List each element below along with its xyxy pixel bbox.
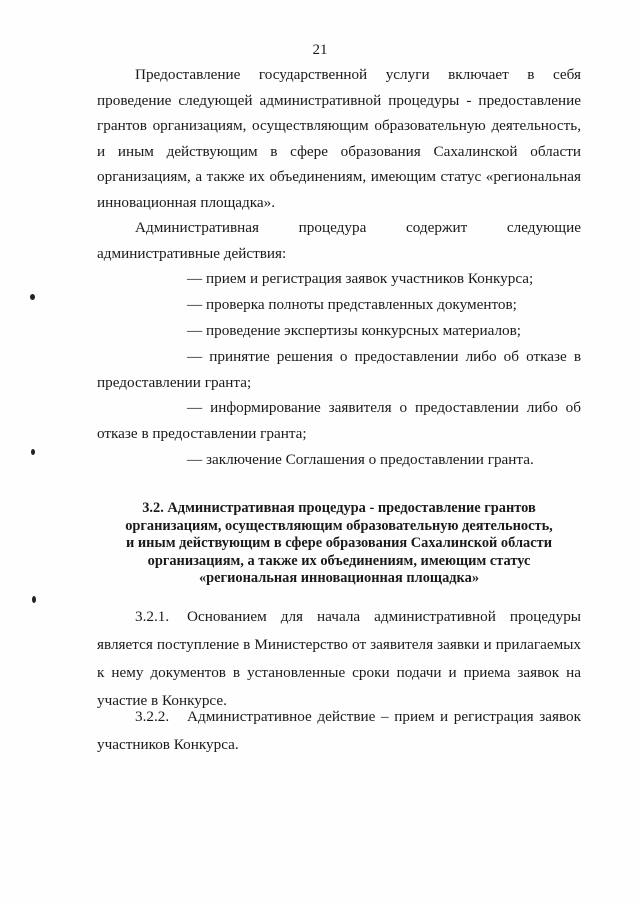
section-heading-line: организациям, а также их объединениям, имеющим статус — [147, 552, 531, 569]
action-item-decision-line2: предоставлении гранта; — [97, 373, 252, 391]
section-heading-line: «региональная инновационная площадка» — [198, 570, 480, 586]
section-heading-line: и иным действующим в сфере образования Сахалинской области — [126, 535, 552, 551]
punch-hole-mark — [30, 294, 35, 300]
clause-number: 3.2.2. — [135, 708, 170, 725]
action-item-agreement: — заключение Соглашения о предоставлении гранта. — [187, 451, 534, 468]
action-item-inform-line1: — информирование заявителя о предоставлении либо об — [187, 399, 581, 416]
intro-text: Предоставление государственной услуги включает в себя проведение следующей административной процедуры - предоставление грантов организациям, осуществляющим образовательную деятельность, и иным действующим в сфере образования Сахалинской области организациям, а также их объединениям, имеющим статус «региональная инновационная площадка». — [97, 66, 581, 211]
clause-text: Административное действие – прием и регистрация заявок участников Конкурса. — [97, 708, 581, 753]
section-heading — [97, 500, 581, 588]
action-item-decision-line1: — принятие решения о предоставлении либо об отказе в — [187, 348, 581, 365]
action-item-receive: — прием и регистрация заявок участников Конкурса; — [187, 270, 534, 287]
clause-number: 3.2.1. — [135, 608, 170, 625]
punch-hole-mark — [32, 596, 36, 603]
actions-intro-paragraph — [97, 215, 581, 266]
section-heading-line: 3.2. Административная процедура - предоставление грантов — [142, 500, 536, 516]
action-item-inform-line2: отказе в предоставлении гранта; — [97, 424, 307, 442]
page-number: 21 — [312, 42, 328, 58]
actions-intro-text: Административная процедура содержит следующие административные действия: — [97, 219, 581, 262]
intro-paragraph — [97, 62, 581, 216]
action-item-decision — [97, 344, 581, 395]
action-item-inform — [97, 395, 581, 446]
clause-3-2-1 — [97, 603, 581, 715]
clause-text: Основанием для начала административной процедуры является поступление в Министерство от заявителя заявки и прилагаемых к нему документов в установленные сроки подачи и приема заявок на участие в Конкурсе. — [97, 608, 581, 709]
punch-hole-mark — [31, 449, 35, 455]
action-item-check: — проверка полноты представленных документов; — [187, 296, 517, 313]
section-heading-line: организациям, осуществляющим образовательную деятельность, — [125, 517, 553, 534]
clause-3-2-2 — [97, 703, 581, 759]
action-item-expertise: — проведение экспертизы конкурсных материалов; — [187, 322, 522, 339]
